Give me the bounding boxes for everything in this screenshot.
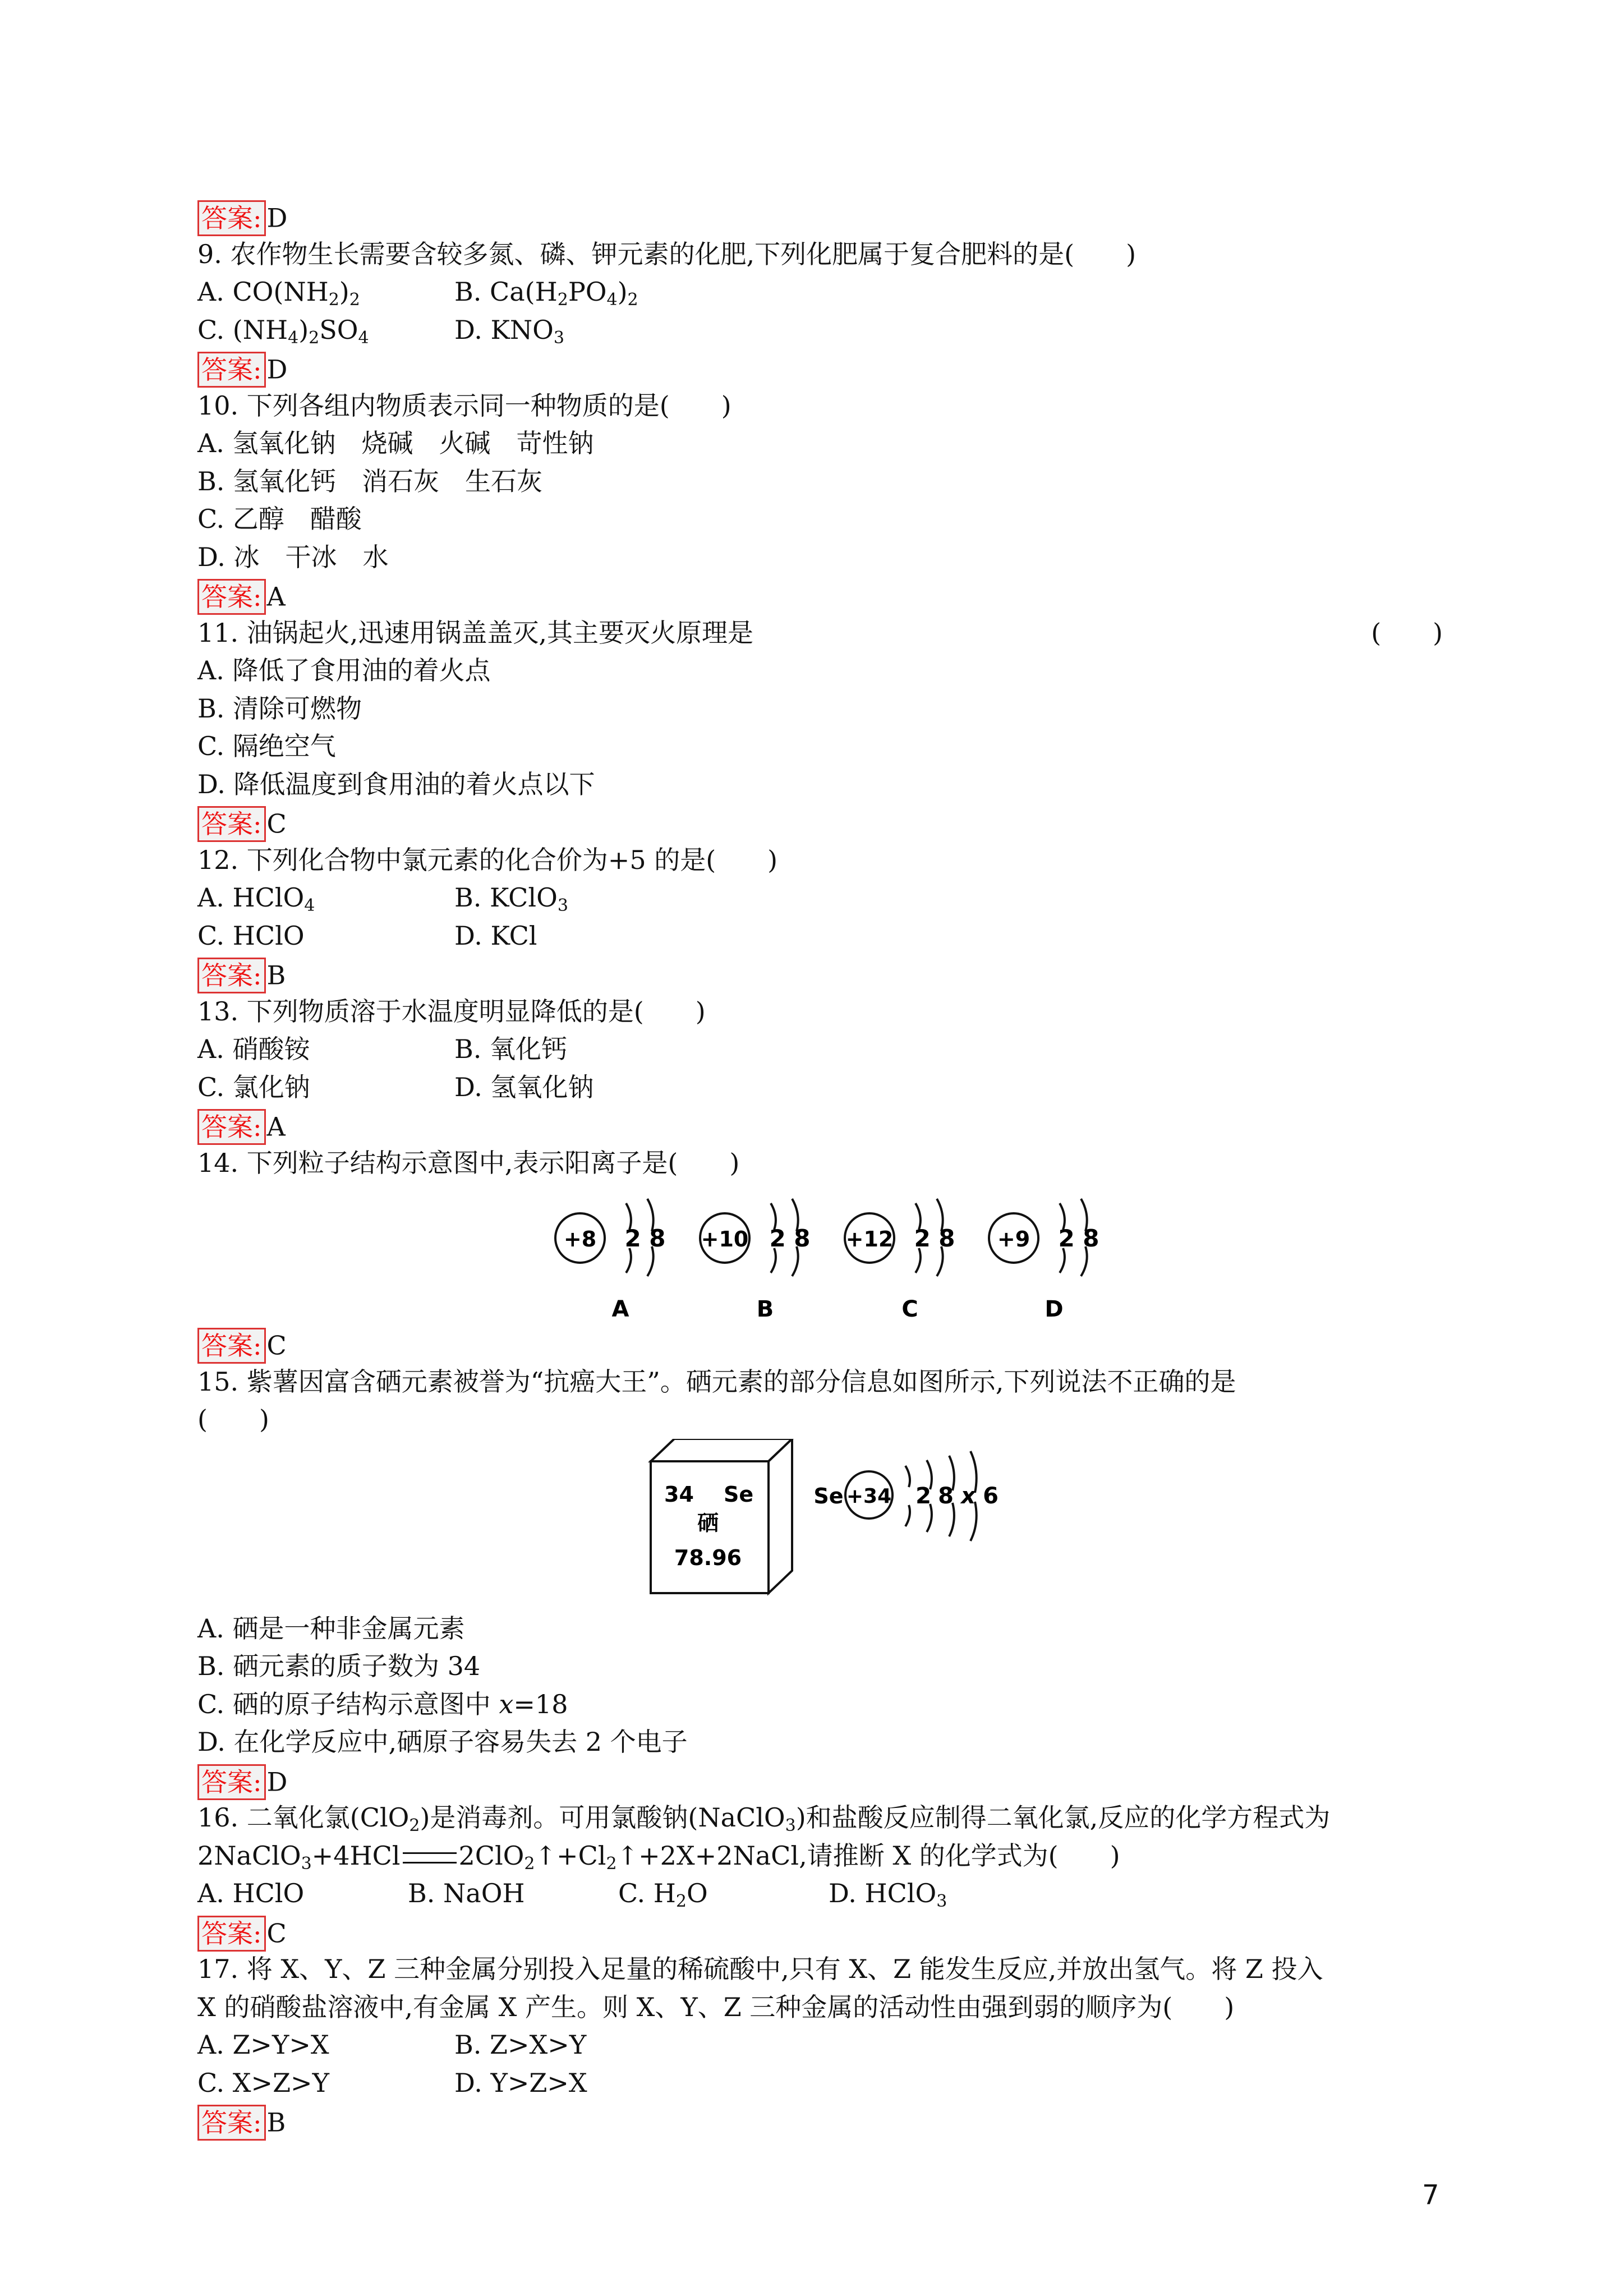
option-c: C. 氯化钠 <box>197 1071 310 1102</box>
question-16-stem-line-2: 2NaClO$_3$+4HCl $2ClO_2↑+Cl_2↑+2X+2NaCl$,请推断 X 的化学式为( ) <box>197 1840 1120 1874</box>
answer-line <box>197 955 1443 993</box>
answer-value: A <box>266 581 286 612</box>
question-12-options-row-2 <box>197 917 1443 955</box>
reaction-equals-sign <box>403 1852 457 1864</box>
question-11-stem: 11. 油锅起火,迅速用锅盖盖灭,其主要灭火原理是 ( ) <box>197 614 1443 652</box>
nucleus-charge: +10 <box>701 1227 749 1251</box>
option-b: B. NaOH <box>408 1878 525 1908</box>
option-c: C. $(NH_4)_2SO_4$ <box>197 314 369 348</box>
option-c: C. X>Z>Y <box>197 2067 329 2098</box>
answer-line <box>197 349 1443 387</box>
electron-shells: 2 8 <box>1058 1225 1099 1252</box>
answer-value: D <box>266 203 288 233</box>
option-a: A. $CO(NH_2)_2$ <box>197 277 360 310</box>
diagram-label: B <box>756 1296 774 1322</box>
answer-value: C <box>266 808 287 839</box>
option-a: A. 降低了食用油的着火点 <box>197 655 491 685</box>
answer-value: D <box>266 354 288 385</box>
option-d: D. Y>Z>X <box>454 2067 587 2098</box>
particle-structure-figure <box>197 1182 1443 1325</box>
answer-label: 答案: <box>197 352 266 388</box>
selenium-diagrams <box>197 1439 1443 1610</box>
answer-line <box>197 1325 1443 1363</box>
nucleus-charge: +9 <box>997 1227 1030 1251</box>
answer-value: B <box>266 2107 286 2138</box>
nucleus-charge: +8 <box>563 1227 597 1251</box>
answer-label: 答案: <box>197 806 266 842</box>
option-b: B. KClO$_3$ <box>454 882 568 915</box>
answer-label: 答案: <box>197 1916 266 1952</box>
answer-value: B <box>266 960 286 991</box>
page-number: 7 <box>1422 2179 1439 2211</box>
option-c: C. 硒的原子结构示意图中 x=18 <box>197 1688 568 1719</box>
element-symbol: Se <box>724 1481 754 1507</box>
option-a: A. Z>Y>X <box>197 2030 329 2060</box>
question-14-stem: 14. 下列粒子结构示意图中,表示阳离子是( ) <box>197 1147 740 1178</box>
particle-diagram-a <box>555 1199 666 1322</box>
document-page <box>197 197 1443 2140</box>
answer-label: 答案: <box>197 958 266 993</box>
atomic-number: 34 <box>664 1481 694 1507</box>
selenium-figure <box>197 1439 1443 1610</box>
nucleus-charge: +12 <box>845 1227 894 1251</box>
option-b: B. 氧化钙 <box>454 1034 568 1064</box>
answer-line <box>197 576 1443 614</box>
option-d: D. KCl <box>454 920 537 951</box>
answer-value: D <box>266 1766 288 1797</box>
answer-value: C <box>266 1917 287 1948</box>
question-16-stem-line-1: 16. 二氧化氯(ClO$_2$)是消毒剂。可用氯酸钠(NaClO$_3$)和盐酸反应制得二氧化氯,反应的化学方程式为 <box>197 1802 1331 1835</box>
question-15-stem-line-1: 15. 紫薯因富含硒元素被誉为“抗癌大王”。硒元素的部分信息如图所示,下列说法不正确的是 <box>197 1366 1236 1397</box>
option-c: C. $H_2O$ <box>618 1878 708 1911</box>
question-12-options-row-1 <box>197 879 1443 917</box>
question-16-options <box>197 1875 1443 1913</box>
option-c: C. 隔绝空气 <box>197 731 336 761</box>
question-13-options-row-1 <box>197 1030 1443 1069</box>
option-d: D. 冰 干冰 水 <box>197 541 389 572</box>
structure-symbol: Se <box>813 1483 844 1508</box>
shell-2: 8 <box>938 1483 954 1509</box>
diagram-label: D <box>1045 1296 1064 1322</box>
question-12-stem: 12. 下列化合物中氯元素的化合价为+5 的是( ) <box>197 844 778 875</box>
question-10-stem: 10. 下列各组内物质表示同一种物质的是( ) <box>197 390 732 421</box>
option-b: B. 氢氧化钙 消石灰 生石灰 <box>197 466 543 496</box>
element-name: 硒 <box>697 1510 719 1535</box>
electron-shells: 2 8 <box>914 1225 955 1252</box>
shell-1: 2 <box>915 1483 931 1509</box>
option-a: A. 氢氧化钠 烧碱 火碱 苛性钠 <box>197 428 594 458</box>
question-17-options-row-1 <box>197 2026 1443 2064</box>
option-b: B. 硒元素的质子数为 34 <box>197 1651 481 1681</box>
particle-diagram-d <box>989 1199 1099 1322</box>
option-d: D. 氢氧化钠 <box>454 1071 594 1102</box>
question-17-stem-line-2: X 的硝酸盐溶液中,有金属 X 产生。则 X、Y、Z 三种金属的活动性由强到弱的顺序为( ) <box>197 1991 1235 2022</box>
answer-paren: ( ) <box>1371 617 1443 648</box>
answer-label: 答案: <box>197 2105 266 2141</box>
question-17-options-row-2 <box>197 2064 1443 2102</box>
shell-3: x <box>961 1483 976 1509</box>
option-c: C. 乙醇 醋酸 <box>197 504 362 534</box>
question-13-options-row-2 <box>197 1069 1443 1107</box>
particle-diagram-b <box>700 1199 811 1322</box>
answer-label: 答案: <box>197 200 266 236</box>
answer-line <box>197 1106 1443 1144</box>
question-9-options-row-2 <box>197 311 1443 349</box>
diagram-label: A <box>611 1296 629 1322</box>
answer-line <box>197 803 1443 841</box>
answer-label: 答案: <box>197 1109 266 1145</box>
atomic-structure <box>813 1451 998 1541</box>
question-13-stem: 13. 下列物质溶于水温度明显降低的是( ) <box>197 996 706 1027</box>
question-15-stem-line-2: ( ) <box>197 1404 269 1434</box>
option-d: D. $KNO_3$ <box>454 314 564 348</box>
answer-value: A <box>266 1111 286 1142</box>
element-cell <box>651 1439 792 1593</box>
answer-line <box>197 1761 1443 1800</box>
answer-line <box>197 1913 1443 1951</box>
option-a: A. HClO <box>197 1878 305 1908</box>
option-a: A. HClO$_4$ <box>197 882 315 915</box>
option-b: B. Z>X>Y <box>454 2030 587 2060</box>
answer-label: 答案: <box>197 579 266 615</box>
option-b: B. $Ca(H_2PO_4)_2$ <box>454 277 638 310</box>
option-b: B. 清除可燃物 <box>197 693 362 724</box>
electron-shells: 2 8 <box>769 1225 811 1252</box>
option-c: C. HClO <box>197 920 305 951</box>
electron-shells: 2 8 <box>624 1225 666 1252</box>
answer-line <box>197 197 1443 236</box>
shell-4: 6 <box>983 1483 999 1509</box>
option-d: D. 降低温度到食用油的着火点以下 <box>197 769 595 799</box>
particle-diagram-c <box>845 1199 955 1322</box>
answer-line <box>197 2102 1443 2140</box>
answer-value: C <box>266 1330 287 1361</box>
particle-diagrams <box>197 1182 1443 1325</box>
question-17-stem-line-1: 17. 将 X、Y、Z 三种金属分别投入足量的稀硫酸中,只有 X、Z 能发生反应,并放出氢气。将 Z 投入 <box>197 1954 1323 1984</box>
answer-label: 答案: <box>197 1328 266 1364</box>
option-a: A. 硒是一种非金属元素 <box>197 1613 465 1644</box>
question-9-options-row-1 <box>197 273 1443 311</box>
diagram-label: C <box>901 1296 918 1322</box>
option-d: D. 在化学反应中,硒原子容易失去 2 个电子 <box>197 1727 688 1757</box>
atomic-mass: 78.96 <box>674 1545 742 1570</box>
answer-label: 答案: <box>197 1764 266 1800</box>
option-a: A. 硝酸铵 <box>197 1034 310 1064</box>
question-9-stem: 9. 农作物生长需要含较多氮、磷、钾元素的化肥,下列化肥属于复合肥料的是( ) <box>197 238 1137 269</box>
nucleus-charge: +34 <box>846 1484 892 1508</box>
option-d: D. HClO$_3$ <box>829 1878 947 1911</box>
